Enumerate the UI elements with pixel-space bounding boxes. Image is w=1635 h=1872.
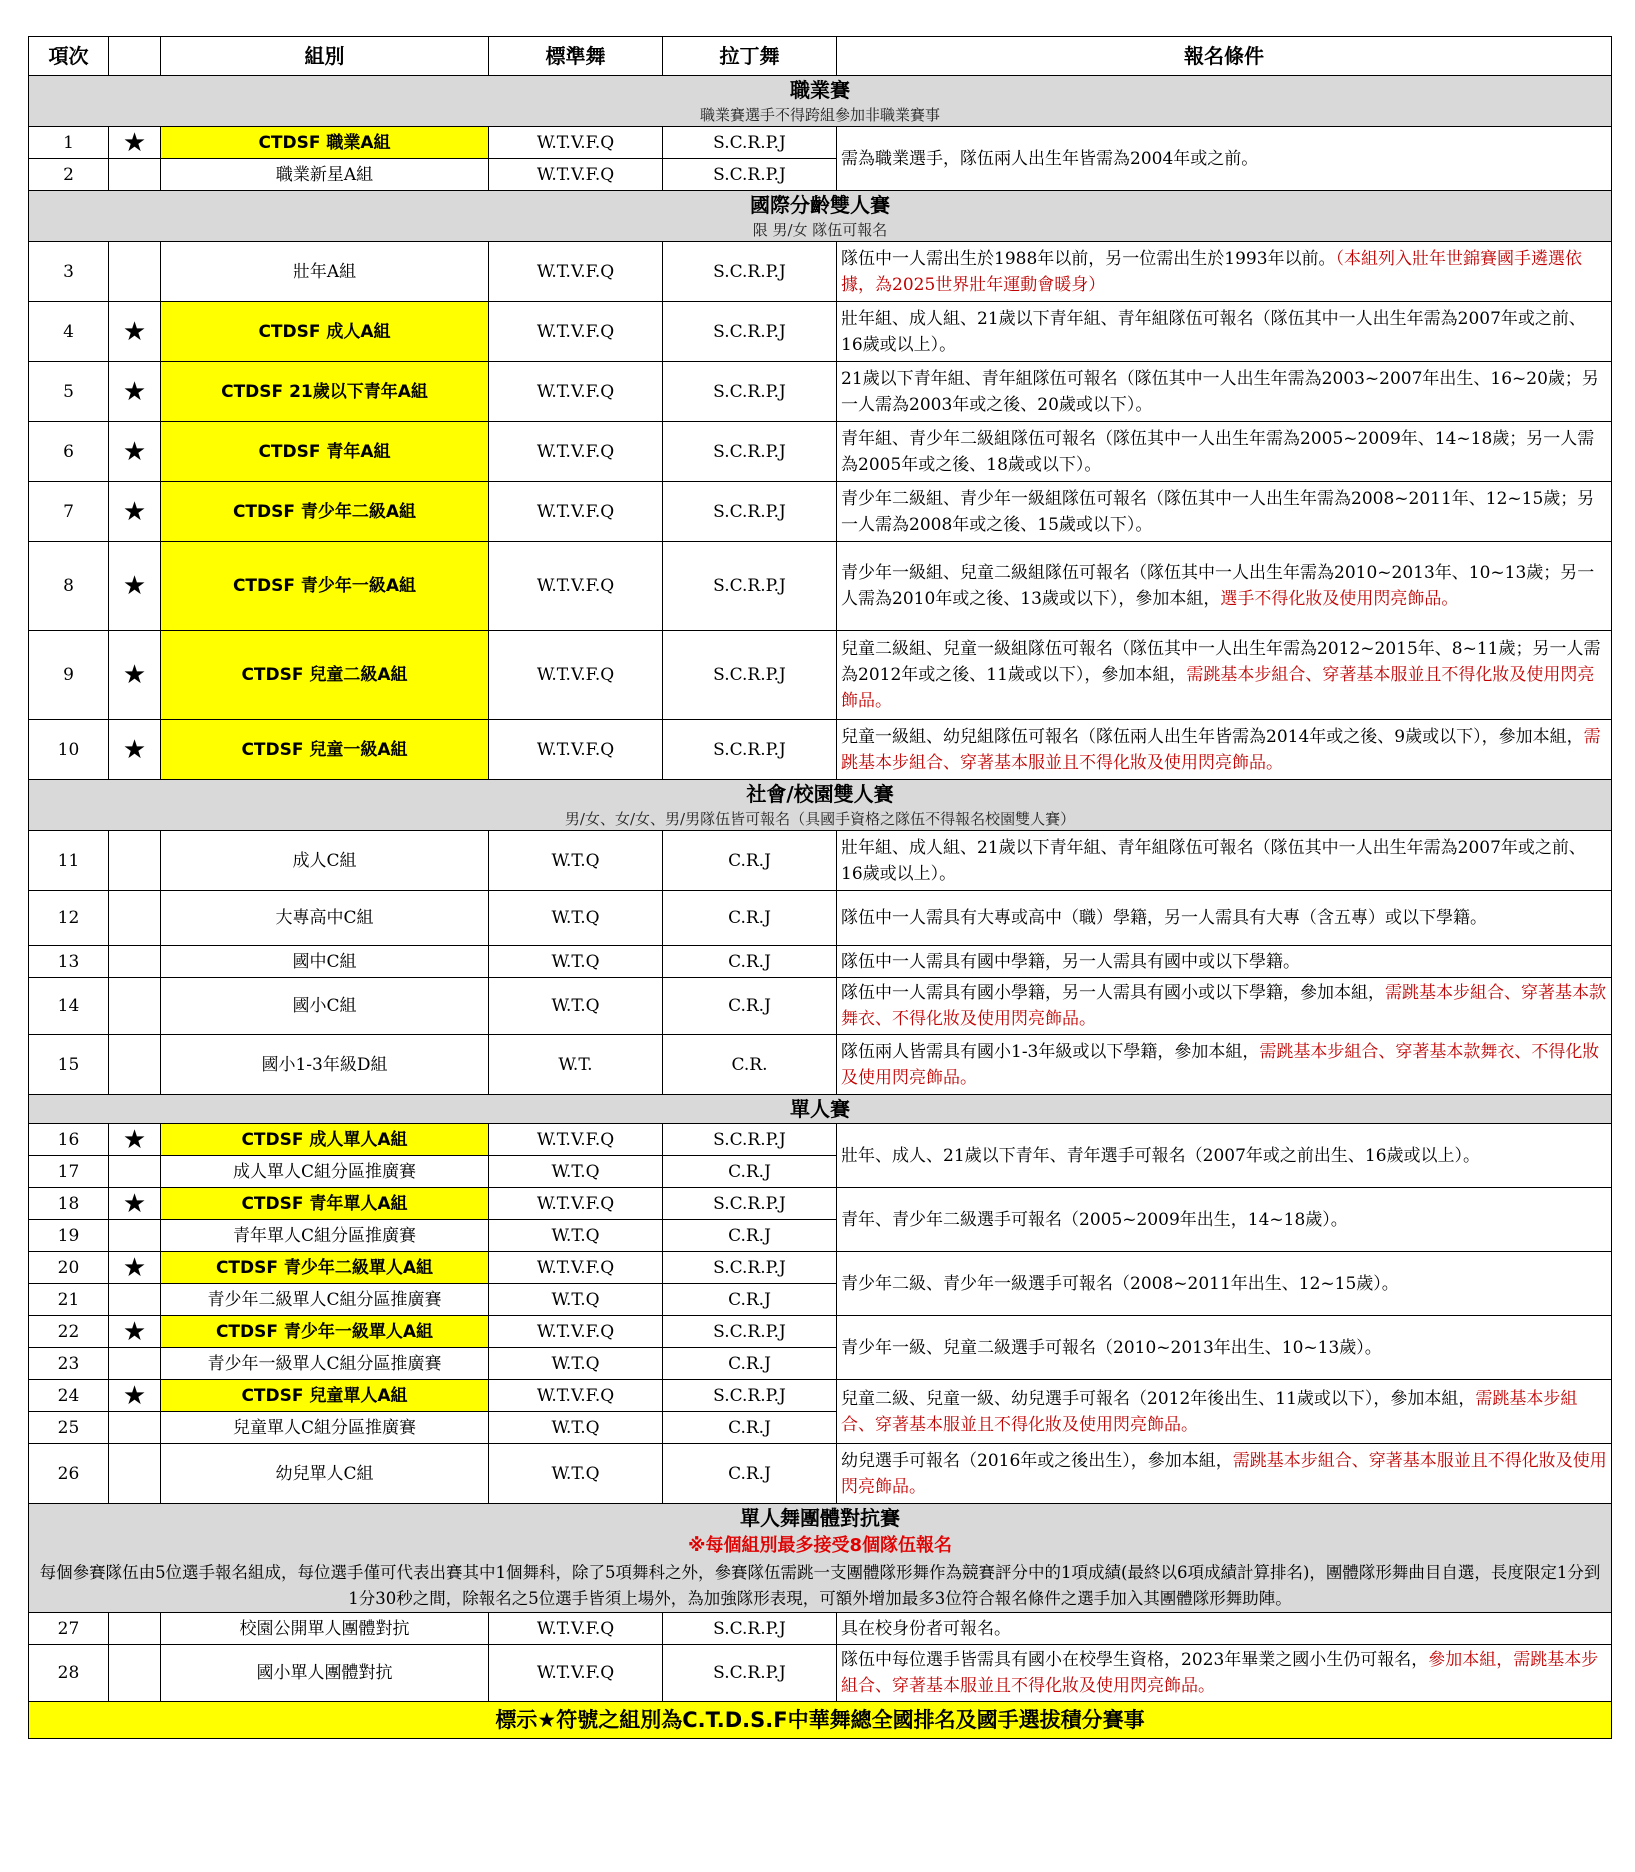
item-number: 22: [29, 1316, 109, 1348]
latin-dances: S.C.R.P.J: [663, 362, 837, 422]
table-row: [29, 891, 1612, 946]
section-row: [29, 780, 1612, 831]
star-cell: [109, 242, 161, 302]
condition-warning: （本組列入壯年世錦賽國手遴選依據，為2025世界壯年運動會暖身）: [841, 248, 1583, 295]
section-row: [29, 1504, 1612, 1613]
star-cell: [109, 1412, 161, 1444]
item-number: 5: [29, 362, 109, 422]
section-red-note: ※每個組別最多接受8個隊伍報名: [687, 1535, 953, 1556]
standard-dances: W.T.V.F.Q: [489, 159, 663, 191]
registration-condition: [837, 1645, 1612, 1702]
star-cell: [109, 1613, 161, 1645]
group-name: CTDSF 青少年二級A組: [161, 482, 489, 542]
group-name: 成人單人C組分區推廣賽: [161, 1156, 489, 1188]
standard-dances: W.T.V.F.Q: [489, 127, 663, 159]
standard-dances: W.T.V.F.Q: [489, 422, 663, 482]
latin-dances: C.R.J: [663, 1348, 837, 1380]
latin-dances: S.C.R.P.J: [663, 1252, 837, 1284]
latin-dances: C.R.J: [663, 978, 837, 1035]
standard-dances: W.T.V.F.Q: [489, 631, 663, 720]
star-cell: [109, 978, 161, 1035]
star-icon: ★: [109, 362, 161, 422]
item-number: 15: [29, 1035, 109, 1095]
group-name: CTDSF 青年A組: [161, 422, 489, 482]
latin-dances: C.R.J: [663, 1412, 837, 1444]
star-icon: ★: [109, 302, 161, 362]
registration-condition: [837, 1444, 1612, 1504]
registration-condition: [837, 1188, 1612, 1252]
footer-note: 標示★符號之組別為C.T.D.S.F中華舞總全國排名及國手選拔積分賽事: [29, 1702, 1612, 1739]
table-row: [29, 831, 1612, 891]
registration-condition: [837, 482, 1612, 542]
section-subtitle: 限 男/女 隊伍可報名: [752, 221, 888, 239]
condition-text: 青少年一級組、兒童二級組隊伍可報名（隊伍其中一人出生年需為2010~2013年、10~13歲；另一人需為2010年或之後、13歲或以下），參加本組，: [841, 563, 1595, 609]
latin-dances: S.C.R.P.J: [663, 1380, 837, 1412]
item-number: 12: [29, 891, 109, 946]
standard-dances: W.T.V.F.Q: [489, 242, 663, 302]
standard-dances: W.T.V.F.Q: [489, 362, 663, 422]
table-row: [29, 978, 1612, 1035]
latin-dances: C.R.J: [663, 946, 837, 978]
item-number: 11: [29, 831, 109, 891]
registration-condition: [837, 542, 1612, 631]
section-row: [29, 191, 1612, 242]
condition-warning: 選手不得化妝及使用閃亮飾品。: [1220, 589, 1459, 609]
item-number: 27: [29, 1613, 109, 1645]
group-name: 壯年A組: [161, 242, 489, 302]
section-title: 單人賽: [790, 1097, 850, 1121]
star-cell: [109, 1220, 161, 1252]
star-cell: [109, 1156, 161, 1188]
table-row: [29, 1252, 1612, 1284]
table-row: [29, 1124, 1612, 1156]
group-name: 青少年二級單人C組分區推廣賽: [161, 1284, 489, 1316]
group-name: CTDSF 兒童一級A組: [161, 720, 489, 780]
item-number: 9: [29, 631, 109, 720]
star-icon: ★: [109, 631, 161, 720]
condition-text: 兒童一級組、幼兒組隊伍可報名（隊伍兩人出生年皆需為2014年或之後、9歲或以下），參加本組，: [841, 726, 1584, 747]
standard-dances: W.T.V.F.Q: [489, 720, 663, 780]
table-row: [29, 1444, 1612, 1504]
condition-text: 青少年二級、青少年一級選手可報名（2008~2011年出生、12~15歲）。: [841, 1273, 1399, 1294]
condition-text: 需為職業選手，隊伍兩人出生年皆需為2004年或之前。: [841, 148, 1259, 169]
standard-dances: W.T.V.F.Q: [489, 482, 663, 542]
item-number: 1: [29, 127, 109, 159]
item-number: 13: [29, 946, 109, 978]
item-number: 26: [29, 1444, 109, 1504]
section-header: [29, 780, 1612, 831]
table-row: [29, 1380, 1612, 1412]
star-cell: [109, 1284, 161, 1316]
group-name: 國小單人團體對抗: [161, 1645, 489, 1702]
item-number: 18: [29, 1188, 109, 1220]
standard-dances: W.T.Q: [489, 831, 663, 891]
star-icon: ★: [109, 542, 161, 631]
item-number: 14: [29, 978, 109, 1035]
star-icon: ★: [109, 482, 161, 542]
star-icon: ★: [109, 1380, 161, 1412]
standard-dances: W.T.V.F.Q: [489, 542, 663, 631]
standard-dances: W.T.: [489, 1035, 663, 1095]
standard-dances: W.T.Q: [489, 1348, 663, 1380]
item-number: 24: [29, 1380, 109, 1412]
standard-dances: W.T.Q: [489, 946, 663, 978]
section-title: 社會/校園雙人賽: [746, 782, 894, 806]
standard-dances: W.T.Q: [489, 891, 663, 946]
standard-dances: W.T.Q: [489, 1444, 663, 1504]
condition-text: 青少年二級組、青少年一級組隊伍可報名（隊伍其中一人出生年需為2008~2011年、12~15歲；另一人需為2008年或之後、15歲或以下）。: [841, 488, 1595, 535]
star-icon: ★: [109, 1188, 161, 1220]
condition-text: 隊伍中每位選手皆需具有國小在校學生資格，2023年畢業之國小生仍可報名，: [841, 1650, 1429, 1670]
latin-dances: S.C.R.P.J: [663, 1188, 837, 1220]
section-header: [29, 76, 1612, 127]
registration-condition: [837, 946, 1612, 978]
standard-dances: W.T.V.F.Q: [489, 1316, 663, 1348]
registration-condition: [837, 1124, 1612, 1188]
registration-condition: [837, 978, 1612, 1035]
condition-text: 隊伍中一人需具有國小學籍，另一人需具有國小或以下學籍，參加本組，: [841, 983, 1385, 1003]
section-title: 職業賽: [790, 78, 850, 102]
section-description: 每個參賽隊伍由5位選手報名組成，每位選手僅可代表出賽其中1個舞科，除了5項舞科之外，參賽隊伍需跳一支團體隊形舞作為競賽評分中的1項成績(最終以6項成績計算排名)，團體隊形舞曲目自選，長度限定1分到1分30秒之間，除報名之5位選手皆須上場外，為加強隊形表現，可額外增加最多3位符合報名條件之選手加入其團體隊形舞助陣。: [39, 1563, 1601, 1608]
standard-dances: W.T.Q: [489, 1220, 663, 1252]
registration-condition: [837, 891, 1612, 946]
star-cell: [109, 1348, 161, 1380]
latin-dances: S.C.R.P.J: [663, 159, 837, 191]
condition-text: 青少年一級、兒童二級選手可報名（2010~2013年出生、10~13歲）。: [841, 1337, 1382, 1358]
standard-dances: W.T.V.F.Q: [489, 302, 663, 362]
header-latin: 拉丁舞: [663, 37, 837, 76]
latin-dances: S.C.R.P.J: [663, 542, 837, 631]
section-subtitle: 職業賽選手不得跨組參加非職業賽事: [699, 106, 940, 124]
star-icon: ★: [109, 1124, 161, 1156]
star-cell: [109, 159, 161, 191]
table-row: [29, 1035, 1612, 1095]
group-name: CTDSF 職業A組: [161, 127, 489, 159]
group-name: CTDSF 成人A組: [161, 302, 489, 362]
standard-dances: W.T.Q: [489, 1284, 663, 1316]
condition-text: 隊伍中一人需具有國中學籍，另一人需具有國中或以下學籍。: [841, 951, 1300, 972]
star-icon: ★: [109, 422, 161, 482]
registration-condition: [837, 831, 1612, 891]
condition-text: 隊伍兩人皆需具有國小1-3年級或以下學籍，參加本組，: [841, 1041, 1260, 1062]
header-row: [29, 37, 1612, 76]
header-star: [109, 37, 161, 76]
group-name: 國中C組: [161, 946, 489, 978]
group-name: 幼兒單人C組: [161, 1444, 489, 1504]
condition-text: 壯年組、成人組、21歲以下青年組、青年組隊伍可報名（隊伍其中一人出生年需為2007年或之前、16歲或以上）。: [841, 308, 1586, 355]
latin-dances: S.C.R.P.J: [663, 422, 837, 482]
standard-dances: W.T.V.F.Q: [489, 1645, 663, 1702]
item-number: 3: [29, 242, 109, 302]
star-icon: ★: [109, 720, 161, 780]
table-row: [29, 362, 1612, 422]
table-row: [29, 1613, 1612, 1645]
star-icon: ★: [109, 127, 161, 159]
table-row: [29, 302, 1612, 362]
standard-dances: W.T.V.F.Q: [489, 1124, 663, 1156]
latin-dances: C.R.J: [663, 1220, 837, 1252]
section-title: 國際分齡雙人賽: [750, 193, 890, 217]
group-name: 校園公開單人團體對抗: [161, 1613, 489, 1645]
item-number: 4: [29, 302, 109, 362]
section-title: 單人舞團體對抗賽: [740, 1506, 900, 1530]
table-row: [29, 1645, 1612, 1702]
condition-text: 幼兒選手可報名（2016年或之後出生），參加本組，: [841, 1450, 1233, 1471]
item-number: 21: [29, 1284, 109, 1316]
condition-warning: 需跳基本步組合、穿著基本服並且不得化妝及使用閃亮飾品。: [841, 726, 1601, 773]
group-name: CTDSF 兒童二級A組: [161, 631, 489, 720]
item-number: 23: [29, 1348, 109, 1380]
registration-table: [28, 36, 1612, 1739]
registration-condition: [837, 1316, 1612, 1380]
star-cell: [109, 1444, 161, 1504]
condition-warning: 需跳基本步組合、穿著基本款舞衣、不得化妝及使用閃亮飾品。: [841, 983, 1606, 1029]
group-name: 成人C組: [161, 831, 489, 891]
footer-row: [29, 1702, 1612, 1739]
registration-condition: [837, 362, 1612, 422]
star-cell: [109, 831, 161, 891]
registration-condition: [837, 127, 1612, 191]
header-group: 組別: [161, 37, 489, 76]
latin-dances: C.R.J: [663, 1156, 837, 1188]
standard-dances: W.T.V.F.Q: [489, 1380, 663, 1412]
item-number: 19: [29, 1220, 109, 1252]
registration-condition: [837, 1252, 1612, 1316]
group-name: CTDSF 成人單人A組: [161, 1124, 489, 1156]
header-conditions: 報名條件: [837, 37, 1612, 76]
star-cell: [109, 1035, 161, 1095]
table-row: [29, 482, 1612, 542]
group-name: 國小C組: [161, 978, 489, 1035]
latin-dances: S.C.R.P.J: [663, 1316, 837, 1348]
item-number: 2: [29, 159, 109, 191]
group-name: 大專高中C組: [161, 891, 489, 946]
standard-dances: W.T.V.F.Q: [489, 1252, 663, 1284]
condition-text: 兒童二級、兒童一級、幼兒選手可報名（2012年後出生、11歲或以下），參加本組，: [841, 1388, 1476, 1409]
condition-text: 隊伍中一人需具有大專或高中（職）學籍，另一人需具有大專（含五專）或以下學籍。: [841, 908, 1487, 928]
latin-dances: C.R.J: [663, 891, 837, 946]
condition-warning: 參加本組，需跳基本步組合、穿著基本服並且不得化妝及使用閃亮飾品。: [841, 1650, 1599, 1696]
latin-dances: S.C.R.P.J: [663, 1613, 837, 1645]
latin-dances: S.C.R.P.J: [663, 631, 837, 720]
latin-dances: C.R.J: [663, 1444, 837, 1504]
group-name: 青少年一級單人C組分區推廣賽: [161, 1348, 489, 1380]
header-standard: 標準舞: [489, 37, 663, 76]
latin-dances: S.C.R.P.J: [663, 242, 837, 302]
condition-warning: 需跳基本步組合、穿著基本服並且不得化妝及使用閃亮飾品。: [841, 665, 1595, 711]
item-number: 7: [29, 482, 109, 542]
group-name: 青年單人C組分區推廣賽: [161, 1220, 489, 1252]
table-row: [29, 127, 1612, 159]
latin-dances: C.R.J: [663, 831, 837, 891]
group-name: CTDSF 青少年一級A組: [161, 542, 489, 631]
table-row: [29, 422, 1612, 482]
section-header: [29, 1095, 1612, 1124]
star-cell: [109, 891, 161, 946]
table-row: [29, 946, 1612, 978]
group-name: 兒童單人C組分區推廣賽: [161, 1412, 489, 1444]
star-icon: ★: [109, 1252, 161, 1284]
group-name: CTDSF 青少年二級單人A組: [161, 1252, 489, 1284]
group-name: 職業新星A組: [161, 159, 489, 191]
section-row: [29, 1095, 1612, 1124]
header-item-no: 項次: [29, 37, 109, 76]
star-cell: [109, 946, 161, 978]
group-name: CTDSF 青年單人A組: [161, 1188, 489, 1220]
standard-dances: W.T.Q: [489, 978, 663, 1035]
registration-condition: [837, 302, 1612, 362]
latin-dances: S.C.R.P.J: [663, 482, 837, 542]
table-row: [29, 631, 1612, 720]
registration-condition: [837, 422, 1612, 482]
star-cell: [109, 1645, 161, 1702]
group-name: CTDSF 青少年一級單人A組: [161, 1316, 489, 1348]
section-header: [29, 1504, 1612, 1613]
table-row: [29, 720, 1612, 780]
section-subtitle: 男/女、女/女、男/男隊伍皆可報名（具國手資格之隊伍不得報名校園雙人賽）: [564, 810, 1076, 828]
registration-condition: [837, 242, 1612, 302]
latin-dances: C.R.J: [663, 1284, 837, 1316]
section-header: [29, 191, 1612, 242]
table-row: [29, 242, 1612, 302]
registration-condition: [837, 1613, 1612, 1645]
item-number: 16: [29, 1124, 109, 1156]
condition-text: 壯年組、成人組、21歲以下青年組、青年組隊伍可報名（隊伍其中一人出生年需為2007年或之前、16歲或以上）。: [841, 837, 1586, 884]
condition-text: 具在校身份者可報名。: [841, 1618, 1011, 1639]
latin-dances: S.C.R.P.J: [663, 1124, 837, 1156]
table-row: [29, 1188, 1612, 1220]
item-number: 25: [29, 1412, 109, 1444]
latin-dances: C.R.: [663, 1035, 837, 1095]
registration-condition: [837, 1380, 1612, 1444]
condition-warning: 需跳基本步組合、穿著基本服並且不得化妝及使用閃亮飾品。: [841, 1388, 1578, 1435]
group-name: 國小1-3年級D組: [161, 1035, 489, 1095]
registration-condition: [837, 1035, 1612, 1095]
standard-dances: W.T.V.F.Q: [489, 1188, 663, 1220]
condition-text: 兒童二級組、兒童一級組隊伍可報名（隊伍其中一人出生年需為2012~2015年、8~11歲；另一人需為2012年或之後、11歲或以下），參加本組，: [841, 639, 1601, 685]
condition-warning: 需跳基本步組合、穿著基本款舞衣、不得化妝及使用閃亮飾品。: [841, 1041, 1600, 1088]
standard-dances: W.T.Q: [489, 1156, 663, 1188]
latin-dances: S.C.R.P.J: [663, 302, 837, 362]
standard-dances: W.T.V.F.Q: [489, 1613, 663, 1645]
condition-text: 青年組、青少年二級組隊伍可報名（隊伍其中一人出生年需為2005~2009年、14~18歲；另一人需為2005年或之後、18歲或以下）。: [841, 428, 1595, 475]
group-name: CTDSF 21歲以下青年A組: [161, 362, 489, 422]
latin-dances: S.C.R.P.J: [663, 127, 837, 159]
condition-text: 隊伍中一人需出生於1988年以前，另一位需出生於1993年以前。: [841, 248, 1336, 269]
item-number: 17: [29, 1156, 109, 1188]
condition-text: 壯年、成人、21歲以下青年、青年選手可報名（2007年或之前出生、16歲或以上）。: [841, 1145, 1481, 1166]
item-number: 8: [29, 542, 109, 631]
item-number: 20: [29, 1252, 109, 1284]
item-number: 6: [29, 422, 109, 482]
group-name: CTDSF 兒童單人A組: [161, 1380, 489, 1412]
condition-text: 21歲以下青年組、青年組隊伍可報名（隊伍其中一人出生年需為2003~2007年出生、16~20歲；另一人需為2003年或之後、20歲或以下）。: [841, 368, 1599, 415]
table-row: [29, 542, 1612, 631]
item-number: 28: [29, 1645, 109, 1702]
item-number: 10: [29, 720, 109, 780]
registration-condition: [837, 720, 1612, 780]
star-icon: ★: [109, 1316, 161, 1348]
latin-dances: S.C.R.P.J: [663, 720, 837, 780]
registration-condition: [837, 631, 1612, 720]
standard-dances: W.T.Q: [489, 1412, 663, 1444]
condition-warning: 需跳基本步組合、穿著基本服並且不得化妝及使用閃亮飾品。: [841, 1450, 1607, 1497]
condition-text: 青年、青少年二級選手可報名（2005~2009年出生，14~18歲）。: [841, 1209, 1348, 1230]
table-row: [29, 1316, 1612, 1348]
latin-dances: S.C.R.P.J: [663, 1645, 837, 1702]
section-row: [29, 76, 1612, 127]
